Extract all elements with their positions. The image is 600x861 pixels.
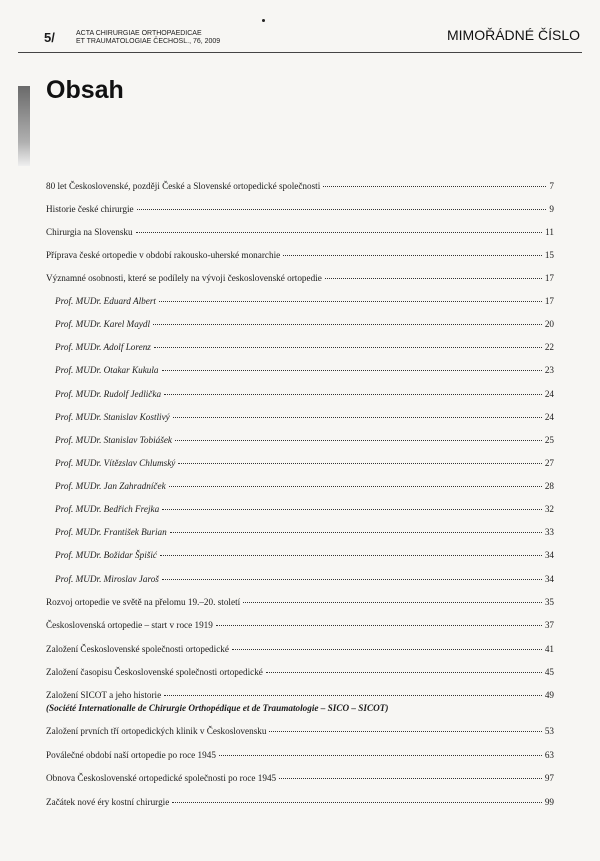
toc-title: Příprava české ortopedie v období rakousko-uherské monarchie — [46, 250, 281, 260]
dot-leader — [243, 602, 542, 603]
dot-leader — [269, 731, 541, 732]
toc-entry[interactable] — [46, 620, 554, 631]
dot-leader — [164, 394, 542, 395]
toc-title: Prof. MUDr. Adolf Lorenz — [55, 342, 151, 352]
sicot-note: (Société Internationalle de Chirurgie Orthopédique et de Traumatologie – SICO – SICOT) — [46, 703, 389, 713]
toc-page: 17 — [544, 296, 554, 306]
toc-page: 63 — [544, 750, 554, 760]
heading-accent-bar — [18, 86, 30, 166]
toc-entry[interactable] — [46, 667, 554, 678]
toc-entry[interactable] — [46, 273, 554, 284]
dot-leader — [154, 347, 542, 348]
toc-title: Chirurgia na Slovensku — [46, 227, 133, 237]
toc-subentry[interactable] — [46, 342, 554, 353]
dot-leader — [178, 463, 541, 464]
toc-page: 53 — [544, 726, 554, 736]
toc-subentry[interactable] — [46, 481, 554, 492]
toc-entry[interactable] — [46, 181, 554, 192]
toc-entry[interactable] — [46, 750, 554, 761]
toc-title: 80 let Československé, později České a Slovenské ortopedické společnosti — [46, 181, 321, 191]
toc-page: 11 — [545, 227, 554, 237]
toc-entry[interactable] — [46, 250, 554, 261]
toc-page: 37 — [544, 620, 554, 630]
toc-subentry[interactable] — [46, 296, 554, 307]
toc-title: Prof. MUDr. Miroslav Jaroš — [55, 574, 159, 584]
toc-page: 33 — [544, 527, 554, 537]
toc-page: 34 — [544, 574, 554, 584]
toc-page: 25 — [544, 435, 554, 445]
toc-title: Významné osobnosti, které se podílely na vývoji československé ortopedie — [46, 273, 322, 283]
dot-leader — [162, 509, 542, 510]
toc-title: Prof. MUDr. Jan Zahradníček — [55, 481, 166, 491]
page-title: Obsah — [46, 76, 124, 104]
toc-entry[interactable] — [46, 644, 554, 655]
toc-page: 28 — [544, 481, 554, 491]
toc-subentry[interactable] — [46, 550, 554, 561]
dot-leader — [283, 255, 542, 256]
toc-title: Prof. MUDr. Otakar Kukula — [55, 365, 159, 375]
toc-page: 23 — [544, 365, 554, 375]
toc-title: Založení SICOT a jeho historie — [46, 690, 162, 700]
toc-title: Začátek nové éry kostní chirurgie — [46, 797, 170, 807]
toc-subentry[interactable] — [46, 435, 554, 446]
toc-subentry[interactable] — [46, 365, 554, 376]
toc-subentry[interactable] — [46, 527, 554, 538]
toc-entry[interactable] — [46, 726, 554, 737]
toc-title: Poválečné období naší ortopedie po roce 1945 — [46, 750, 216, 760]
dot-leader — [266, 672, 542, 673]
toc-subentry[interactable] — [46, 458, 554, 469]
toc-page: 32 — [544, 504, 554, 514]
toc-title: Prof. MUDr. Rudolf Jedlička — [55, 389, 162, 399]
toc-page: 27 — [544, 458, 554, 468]
issue-number: 5/ — [44, 30, 55, 45]
toc-title: Historie české chirurgie — [46, 204, 134, 214]
dot-leader — [216, 625, 542, 626]
toc-page: 7 — [549, 181, 554, 191]
toc-page: 24 — [544, 412, 554, 422]
dot-leader — [159, 301, 542, 302]
dot-leader — [162, 579, 542, 580]
toc-page: 22 — [544, 342, 554, 352]
dot-leader — [323, 186, 546, 187]
toc-title: Prof. MUDr. Božidar Špišić — [55, 550, 157, 560]
toc-page: 45 — [544, 667, 554, 677]
toc-entry[interactable] — [46, 204, 554, 215]
toc-title: Československá ortopedie – start v roce 1919 — [46, 620, 213, 630]
dot-leader — [162, 370, 542, 371]
toc-page: 24 — [544, 389, 554, 399]
toc-subentry[interactable] — [46, 389, 554, 400]
dot-leader — [175, 440, 542, 441]
dot-leader — [170, 532, 542, 533]
dot-leader — [173, 417, 542, 418]
dot-leader — [172, 802, 542, 803]
dot-leader — [232, 649, 542, 650]
toc-entry[interactable] — [46, 773, 554, 784]
toc-subentry[interactable] — [46, 412, 554, 423]
dot-leader — [137, 209, 547, 210]
toc-title: Prof. MUDr. Vítězslav Chlumský — [55, 458, 176, 468]
toc-page: 20 — [544, 319, 554, 329]
toc-title: Založení prvních tří ortopedických klinik v Československu — [46, 726, 267, 736]
journal-line-2: ET TRAUMATOLOGIAE ČECHOSL., 76, 2009 — [76, 38, 221, 45]
toc-subentry[interactable] — [46, 574, 554, 585]
toc-entry[interactable] — [46, 690, 554, 701]
toc-page: 34 — [544, 550, 554, 560]
dot-leader — [164, 695, 542, 696]
toc-page: 17 — [544, 273, 554, 283]
toc-page: 15 — [544, 250, 554, 260]
toc-title: Prof. MUDr. Eduard Albert — [55, 296, 156, 306]
journal-name — [76, 30, 220, 46]
toc-title: Obnova Československé ortopedické společnosti po roce 1945 — [46, 773, 277, 783]
toc-page: 9 — [549, 204, 554, 214]
toc-entry[interactable] — [46, 797, 554, 808]
toc-title: Prof. MUDr. Stanislav Kostlivý — [55, 412, 170, 422]
print-dot — [262, 19, 265, 22]
toc-page: 97 — [544, 773, 554, 783]
dot-leader — [160, 555, 542, 556]
toc-subentry[interactable] — [46, 319, 554, 330]
toc-page: 35 — [544, 597, 554, 607]
toc-page: 41 — [544, 644, 554, 654]
toc-entry[interactable] — [46, 227, 554, 238]
dot-leader — [219, 755, 542, 756]
toc-title: Prof. MUDr. Bedřich Frejka — [55, 504, 160, 514]
dot-leader — [325, 278, 542, 279]
dot-leader — [169, 486, 542, 487]
dot-leader — [279, 778, 542, 779]
toc-title: Založení časopisu Československé společnosti ortopedické — [46, 667, 263, 677]
toc-title: Prof. MUDr. Stanislav Tobiášek — [55, 435, 172, 445]
journal-line-1: ACTA CHIRURGIAE ORTHOPAEDICAE — [76, 30, 202, 37]
toc-title: Rozvoj ortopedie ve světě na přelomu 19.–20. století — [46, 597, 241, 607]
special-issue-label: MIMOŘÁDNÉ ČÍSLO — [446, 27, 580, 43]
dot-leader — [136, 232, 543, 233]
toc-title: Prof. MUDr. František Burian — [55, 527, 167, 537]
toc-entry[interactable] — [46, 597, 554, 608]
page-header — [18, 22, 582, 53]
toc-title: Prof. MUDr. Karel Maydl — [55, 319, 151, 329]
toc-title: Založení Československé společnosti ortopedické — [46, 644, 229, 654]
toc-page: 99 — [544, 797, 554, 807]
dot-leader — [153, 324, 542, 325]
toc-subentry[interactable] — [46, 504, 554, 515]
toc-page: 49 — [544, 690, 554, 700]
